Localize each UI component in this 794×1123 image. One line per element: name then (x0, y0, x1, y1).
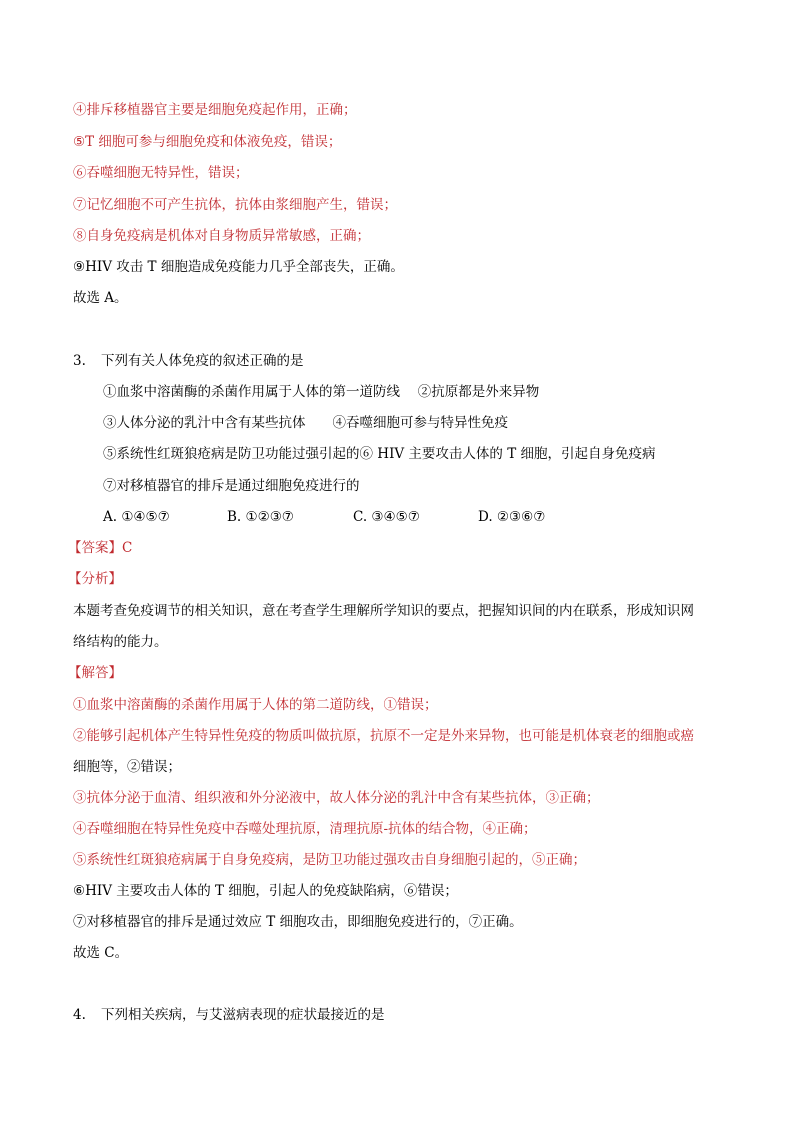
question-3-number: 3. (73, 353, 86, 369)
analysis-line: 络结构的能力。 (73, 634, 168, 650)
question-3-statement: ①血浆中溶菌酶的杀菌作用属于人体的第一道防线 ②抗原都是外来异物 (103, 384, 540, 400)
question-3-statement: ⑤系统性红斑狼疮病是防卫功能过强引起的⑥ HIV 主要攻击人体的 T 细胞，引起自身免疫病 (103, 446, 656, 462)
solution-line: ⑤系统性红斑狼疮病属于自身免疫病，是防卫功能过强攻击自身细胞引起的，⑤正确； (73, 852, 586, 868)
solution-line: ④吞噬细胞在特异性免疫中吞噬处理抗原，清理抗原-抗体的结合物，④正确； (73, 821, 537, 837)
question-4-stem: 下列相关疾病，与艾滋病表现的症状最接近的是 (101, 1007, 385, 1023)
prev-explanation-line: ⑥吞噬细胞无特异性，错误； (73, 165, 249, 181)
prev-conclusion: 故选 A。 (73, 290, 128, 306)
prev-explanation-line: ⑤T 细胞可参与细胞免疫和体液免疫，错误； (73, 134, 342, 150)
prev-explanation-line: ⑦记忆细胞不可产生抗体，抗体由浆细胞产生，错误； (73, 197, 397, 213)
question-3-conclusion: 故选 C。 (73, 945, 129, 961)
question-3-stem: 下列有关人体免疫的叙述正确的是 (101, 353, 304, 369)
prev-explanation-line: ④排斥移植器官主要是细胞免疫起作用，正确； (73, 102, 357, 118)
solution-line: ②能够引起机体产生特异性免疫的物质叫做抗原，抗原不一定是外来异物，也可能是机体衰老的细胞或癌 (73, 728, 694, 744)
question-3-option-b: B. ①②③⑦ (227, 509, 294, 525)
analysis-label: 【分析】 (68, 571, 122, 587)
solution-line: ①血浆中溶菌酶的杀菌作用属于人体的第二道防线，①错误； (73, 697, 438, 713)
analysis-line: 本题考查免疫调节的相关知识，意在考查学生理解所学知识的要点，把握知识间的内在联系，形成知识网 (73, 603, 694, 619)
question-4-number: 4. (73, 1007, 86, 1023)
question-3-statement: ⑦对移植器官的排斥是通过细胞免疫进行的 (103, 478, 360, 494)
solution-line: ⑦对移植器官的排斥是通过效应 T 细胞攻击，即细胞免疫进行的，⑦正确。 (73, 914, 523, 930)
solution-label: 【解答】 (68, 665, 122, 681)
solution-line: ⑥HIV 主要攻击人体的 T 细胞，引起人的免疫缺陷病，⑥错误； (73, 883, 458, 899)
question-3-statement: ③人体分泌的乳汁中含有某些抗体 ④吞噬细胞可参与特异性免疫 (103, 415, 508, 431)
prev-explanation-line: ⑧自身免疫病是机体对自身物质异常敏感，正确； (73, 228, 370, 244)
prev-explanation-line: ⑨HIV 攻击 T 细胞造成免疫能力几乎全部丧失，正确。 (73, 259, 404, 275)
question-3-option-c: C. ③④⑤⑦ (353, 509, 420, 525)
question-3-option-d: D. ②③⑥⑦ (478, 509, 546, 525)
solution-line: ③抗体分泌于血清、组织液和外分泌液中，故人体分泌的乳汁中含有某些抗体，③正确； (73, 790, 600, 806)
answer-label: 【答案】C (68, 540, 133, 556)
question-3-option-a: A. ①④⑤⑦ (103, 509, 170, 525)
solution-line: 细胞等，②错误； (73, 759, 181, 775)
